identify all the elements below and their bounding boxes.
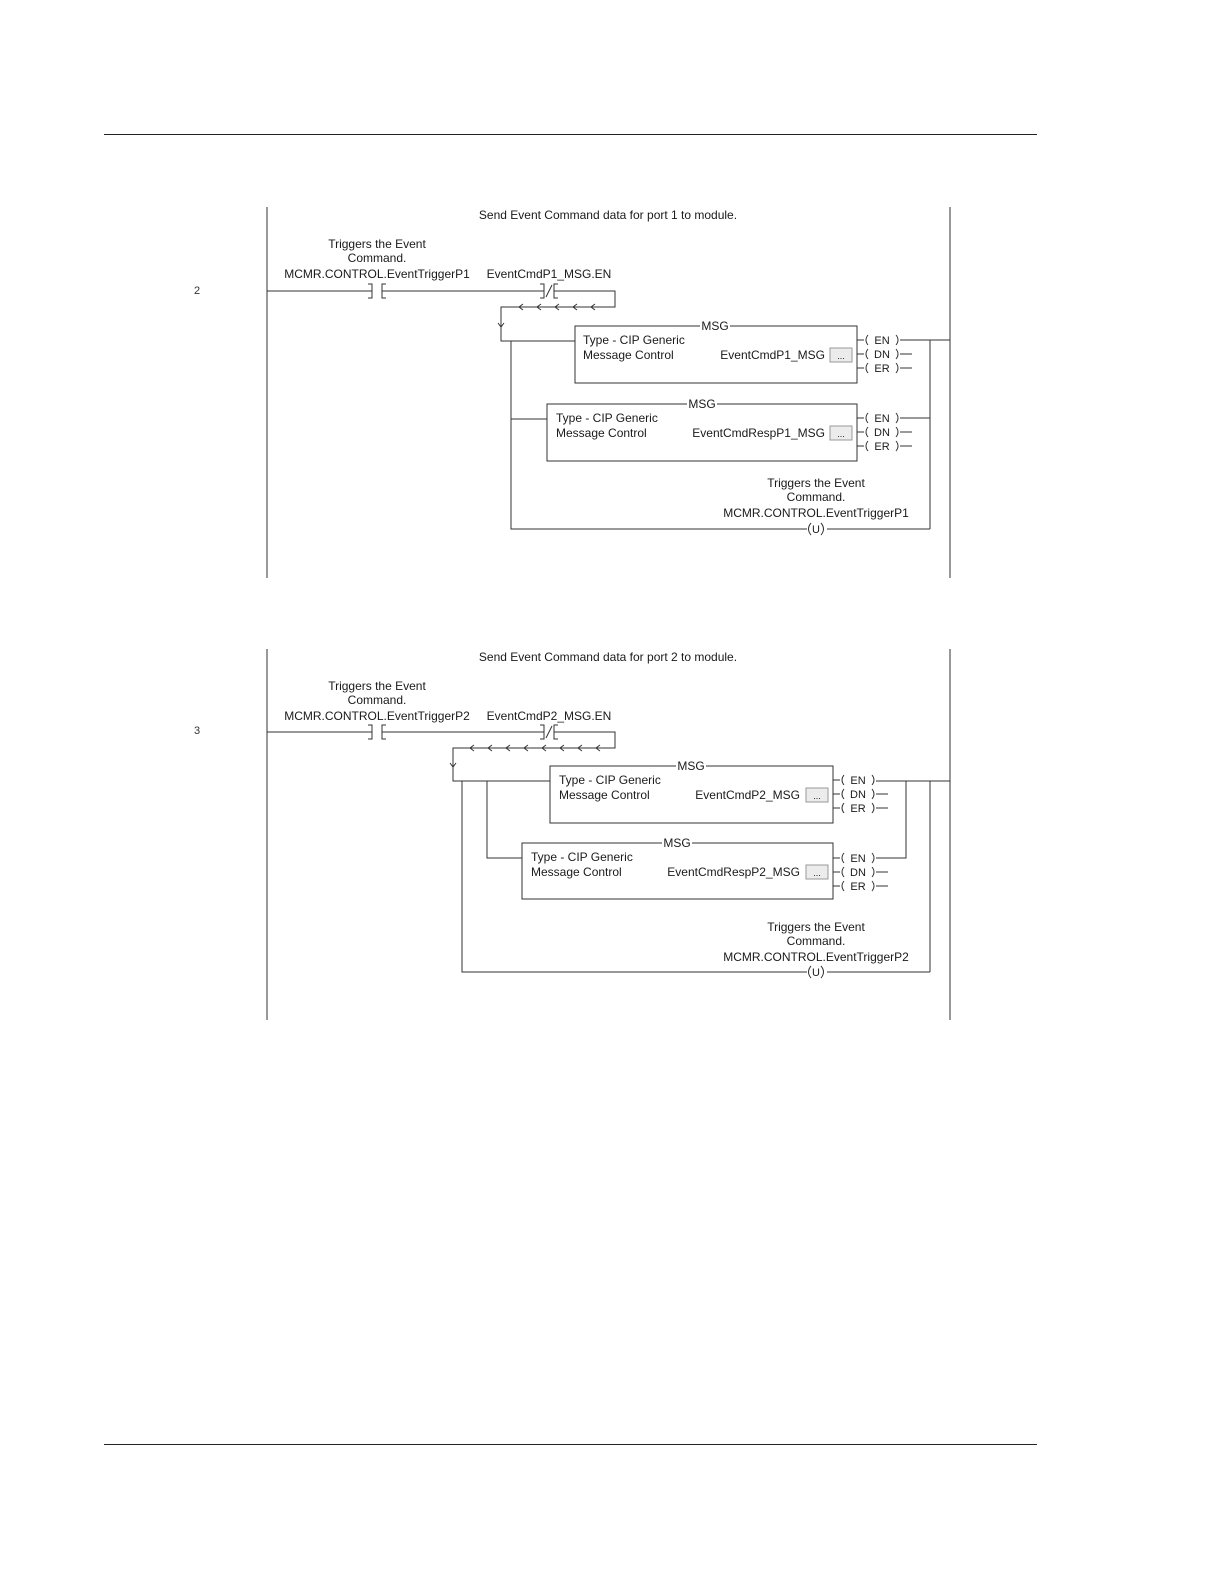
xic-contact[interactable] bbox=[284, 237, 470, 298]
otu-description-line2: Command. bbox=[786, 934, 846, 948]
msg-block-1[interactable] bbox=[550, 759, 888, 823]
xio-tag: EventCmdP1_MSG.EN bbox=[486, 267, 612, 281]
msg-block-2[interactable] bbox=[522, 836, 888, 899]
msg-control-label: Message Control bbox=[531, 865, 622, 879]
output-dn: DN bbox=[850, 789, 866, 801]
otu-tag: MCMR.CONTROL.EventTriggerP1 bbox=[723, 506, 909, 520]
rung-3 bbox=[267, 649, 950, 1020]
otu-symbol: U bbox=[812, 967, 820, 979]
xic-description-line2: Command. bbox=[347, 693, 407, 707]
otu-description-line1: Triggers the Event bbox=[767, 920, 865, 934]
msg-header: MSG bbox=[701, 319, 729, 333]
otu-description-line2: Command. bbox=[786, 490, 846, 504]
msg-type: Type - CIP Generic bbox=[559, 773, 661, 787]
output-er: ER bbox=[850, 881, 866, 893]
xio-contact[interactable] bbox=[487, 267, 612, 298]
rung-number-2: 2 bbox=[194, 285, 201, 297]
msg-type: Type - CIP Generic bbox=[531, 850, 633, 864]
output-wires bbox=[876, 781, 950, 972]
msg-block-2[interactable] bbox=[547, 397, 930, 461]
msg-control-tag: EventCmdRespP1_MSG bbox=[692, 426, 825, 440]
output-dn: DN bbox=[874, 349, 890, 361]
svg-text:...: ... bbox=[813, 868, 821, 878]
msg-header: MSG bbox=[677, 759, 705, 773]
output-er: ER bbox=[874, 363, 890, 375]
otu-symbol: U bbox=[812, 524, 820, 536]
msg-block-1[interactable] bbox=[575, 319, 912, 383]
msg-header: MSG bbox=[663, 836, 691, 850]
msg-control-tag: EventCmdP2_MSG bbox=[695, 788, 800, 802]
output-er: ER bbox=[874, 441, 890, 453]
rung-number-3: 3 bbox=[194, 725, 201, 737]
otu-description-line1: Triggers the Event bbox=[767, 476, 865, 490]
svg-text:...: ... bbox=[837, 429, 845, 439]
output-dn: DN bbox=[874, 427, 890, 439]
xio-contact[interactable] bbox=[487, 709, 612, 739]
xic-description-line1: Triggers the Event bbox=[328, 237, 426, 251]
rung-comment: Send Event Command data for port 2 to module. bbox=[478, 650, 738, 664]
msg-type: Type - CIP Generic bbox=[556, 411, 658, 425]
xio-tag: EventCmdP2_MSG.EN bbox=[486, 709, 612, 723]
output-dn: DN bbox=[850, 867, 866, 879]
output-en: EN bbox=[874, 413, 890, 425]
xic-description-line1: Triggers the Event bbox=[328, 679, 426, 693]
xic-tag: MCMR.CONTROL.EventTriggerP1 bbox=[284, 267, 470, 281]
unlatch-coil[interactable] bbox=[723, 476, 909, 536]
rung-2 bbox=[267, 207, 950, 578]
svg-text:...: ... bbox=[837, 351, 845, 361]
output-er: ER bbox=[850, 803, 866, 815]
msg-header: MSG bbox=[688, 397, 716, 411]
xic-tag: MCMR.CONTROL.EventTriggerP2 bbox=[284, 709, 470, 723]
msg-control-tag: EventCmdP1_MSG bbox=[720, 348, 825, 362]
xic-description-line2: Command. bbox=[347, 251, 407, 265]
msg-control-label: Message Control bbox=[559, 788, 650, 802]
msg-type: Type - CIP Generic bbox=[583, 333, 685, 347]
output-en: EN bbox=[850, 775, 866, 787]
otu-tag: MCMR.CONTROL.EventTriggerP2 bbox=[723, 950, 909, 964]
unlatch-coil[interactable] bbox=[723, 920, 909, 979]
rung-wire bbox=[267, 291, 615, 327]
xic-contact[interactable] bbox=[284, 679, 470, 739]
rung-comment: Send Event Command data for port 1 to module. bbox=[478, 208, 738, 222]
msg-control-tag: EventCmdRespP2_MSG bbox=[667, 865, 800, 879]
output-en: EN bbox=[850, 853, 866, 865]
svg-text:...: ... bbox=[813, 791, 821, 801]
output-en: EN bbox=[874, 335, 890, 347]
msg-control-label: Message Control bbox=[556, 426, 647, 440]
msg-control-label: Message Control bbox=[583, 348, 674, 362]
